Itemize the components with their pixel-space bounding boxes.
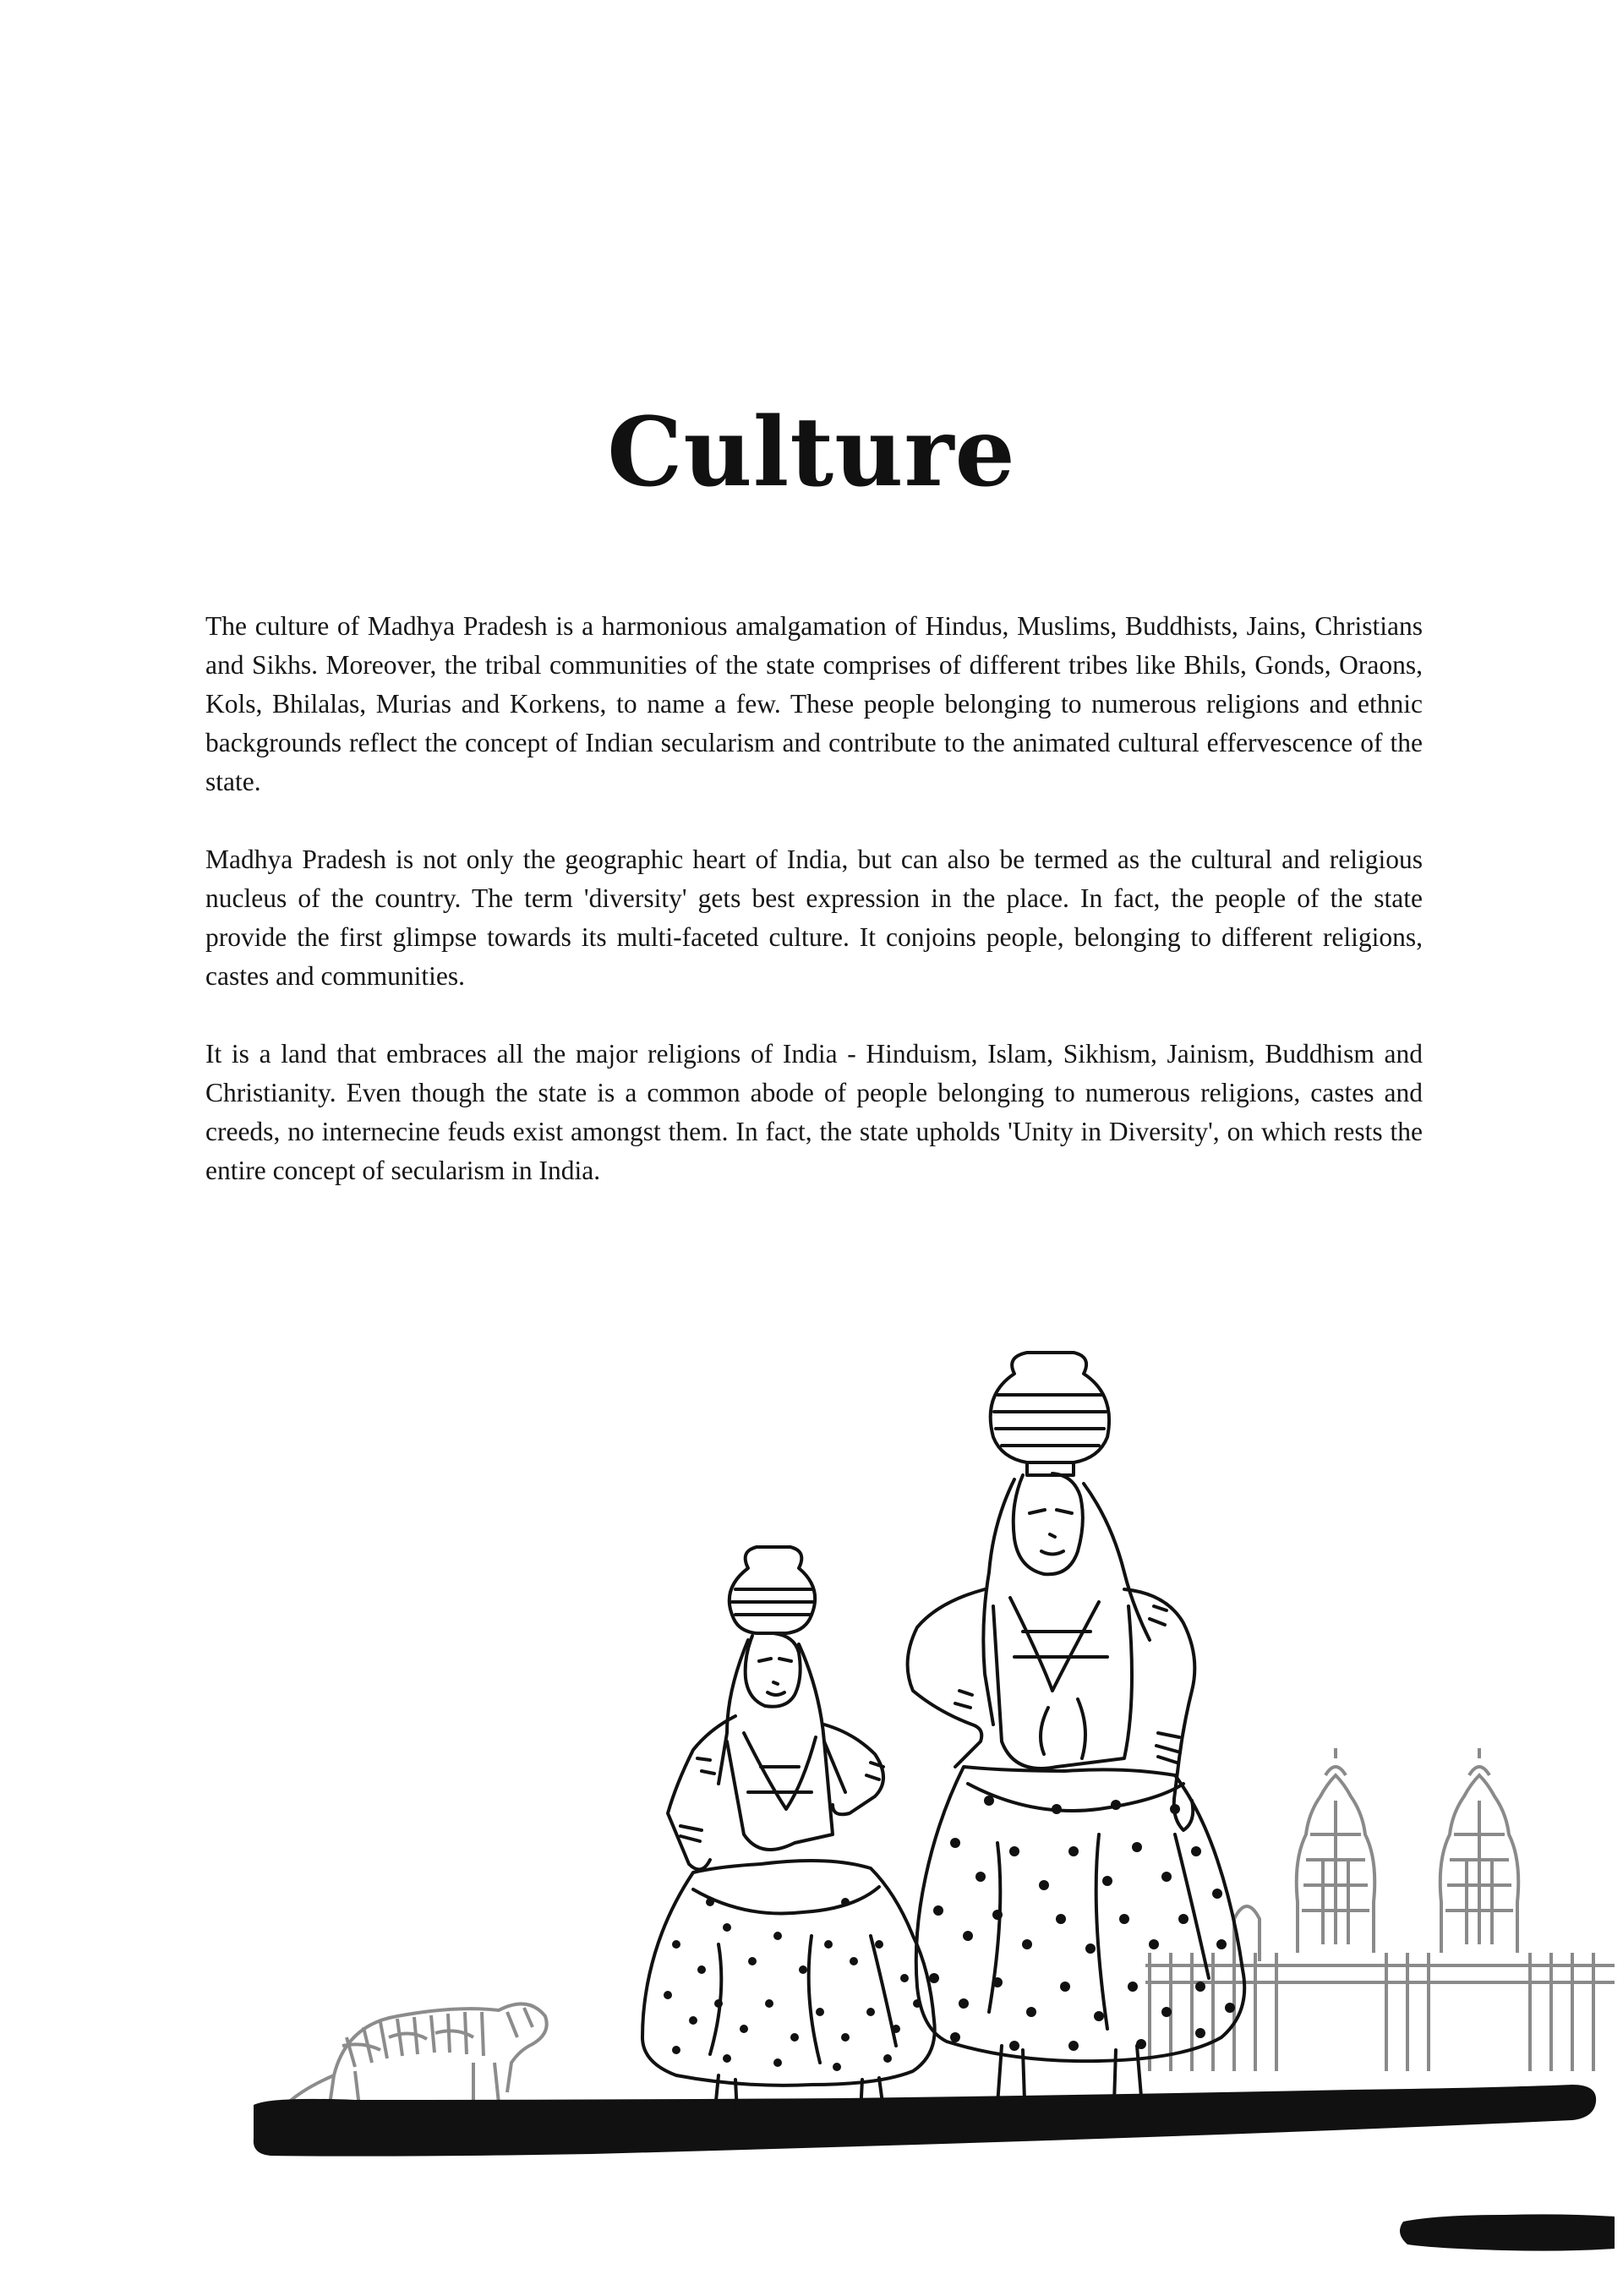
tall-woman-illustration <box>908 1353 1245 2120</box>
small-woman-illustration <box>642 1547 935 2130</box>
culture-illustration <box>0 1319 1623 2296</box>
page-title: Culture <box>607 397 1016 508</box>
paragraph-1: The culture of Madhya Pradesh is a harmonious amalgamation of Hindus, Muslims, Buddhists, Jains, Christians and Sikhs. Moreover, the tribal communities of the state comprises of different tribes like Bhils, Gonds, Oraons, Kols, Bhilalas, Murias and Korkens, to name a few. These people belonging to numerous religions and ethnic backgrounds reflect the concept of Indian secularism and contribute to the animated cultural effervescence of the state. <box>205 611 1423 796</box>
temples-illustration <box>1145 1748 1615 2071</box>
paragraph-3: It is a land that embraces all the major religions of India - Hinduism, Islam, Sikhism, Jainism, Buddhism and Christianity. Even though the state is a common abode of people belonging to numerous religions, castes and creeds, no internecine feuds exist amongst them. In fact, the state upholds 'Unity in Diversity', on which rests the entire concept of secularism in India. <box>205 1039 1423 1185</box>
tiger-illustration <box>287 2004 547 2107</box>
body-text <box>205 607 1423 1229</box>
paragraph-2: Madhya Pradesh is not only the geographic heart of India, but can also be termed as the cultural and religious nucleus of the country. The term 'diversity' gets best expression in the place. In fact, the people of the state provide the first glimpse towards its multi-faceted culture. It conjoins people, belonging to different religions, castes and communities. <box>205 845 1423 991</box>
ground-strokes <box>254 2085 1615 2251</box>
